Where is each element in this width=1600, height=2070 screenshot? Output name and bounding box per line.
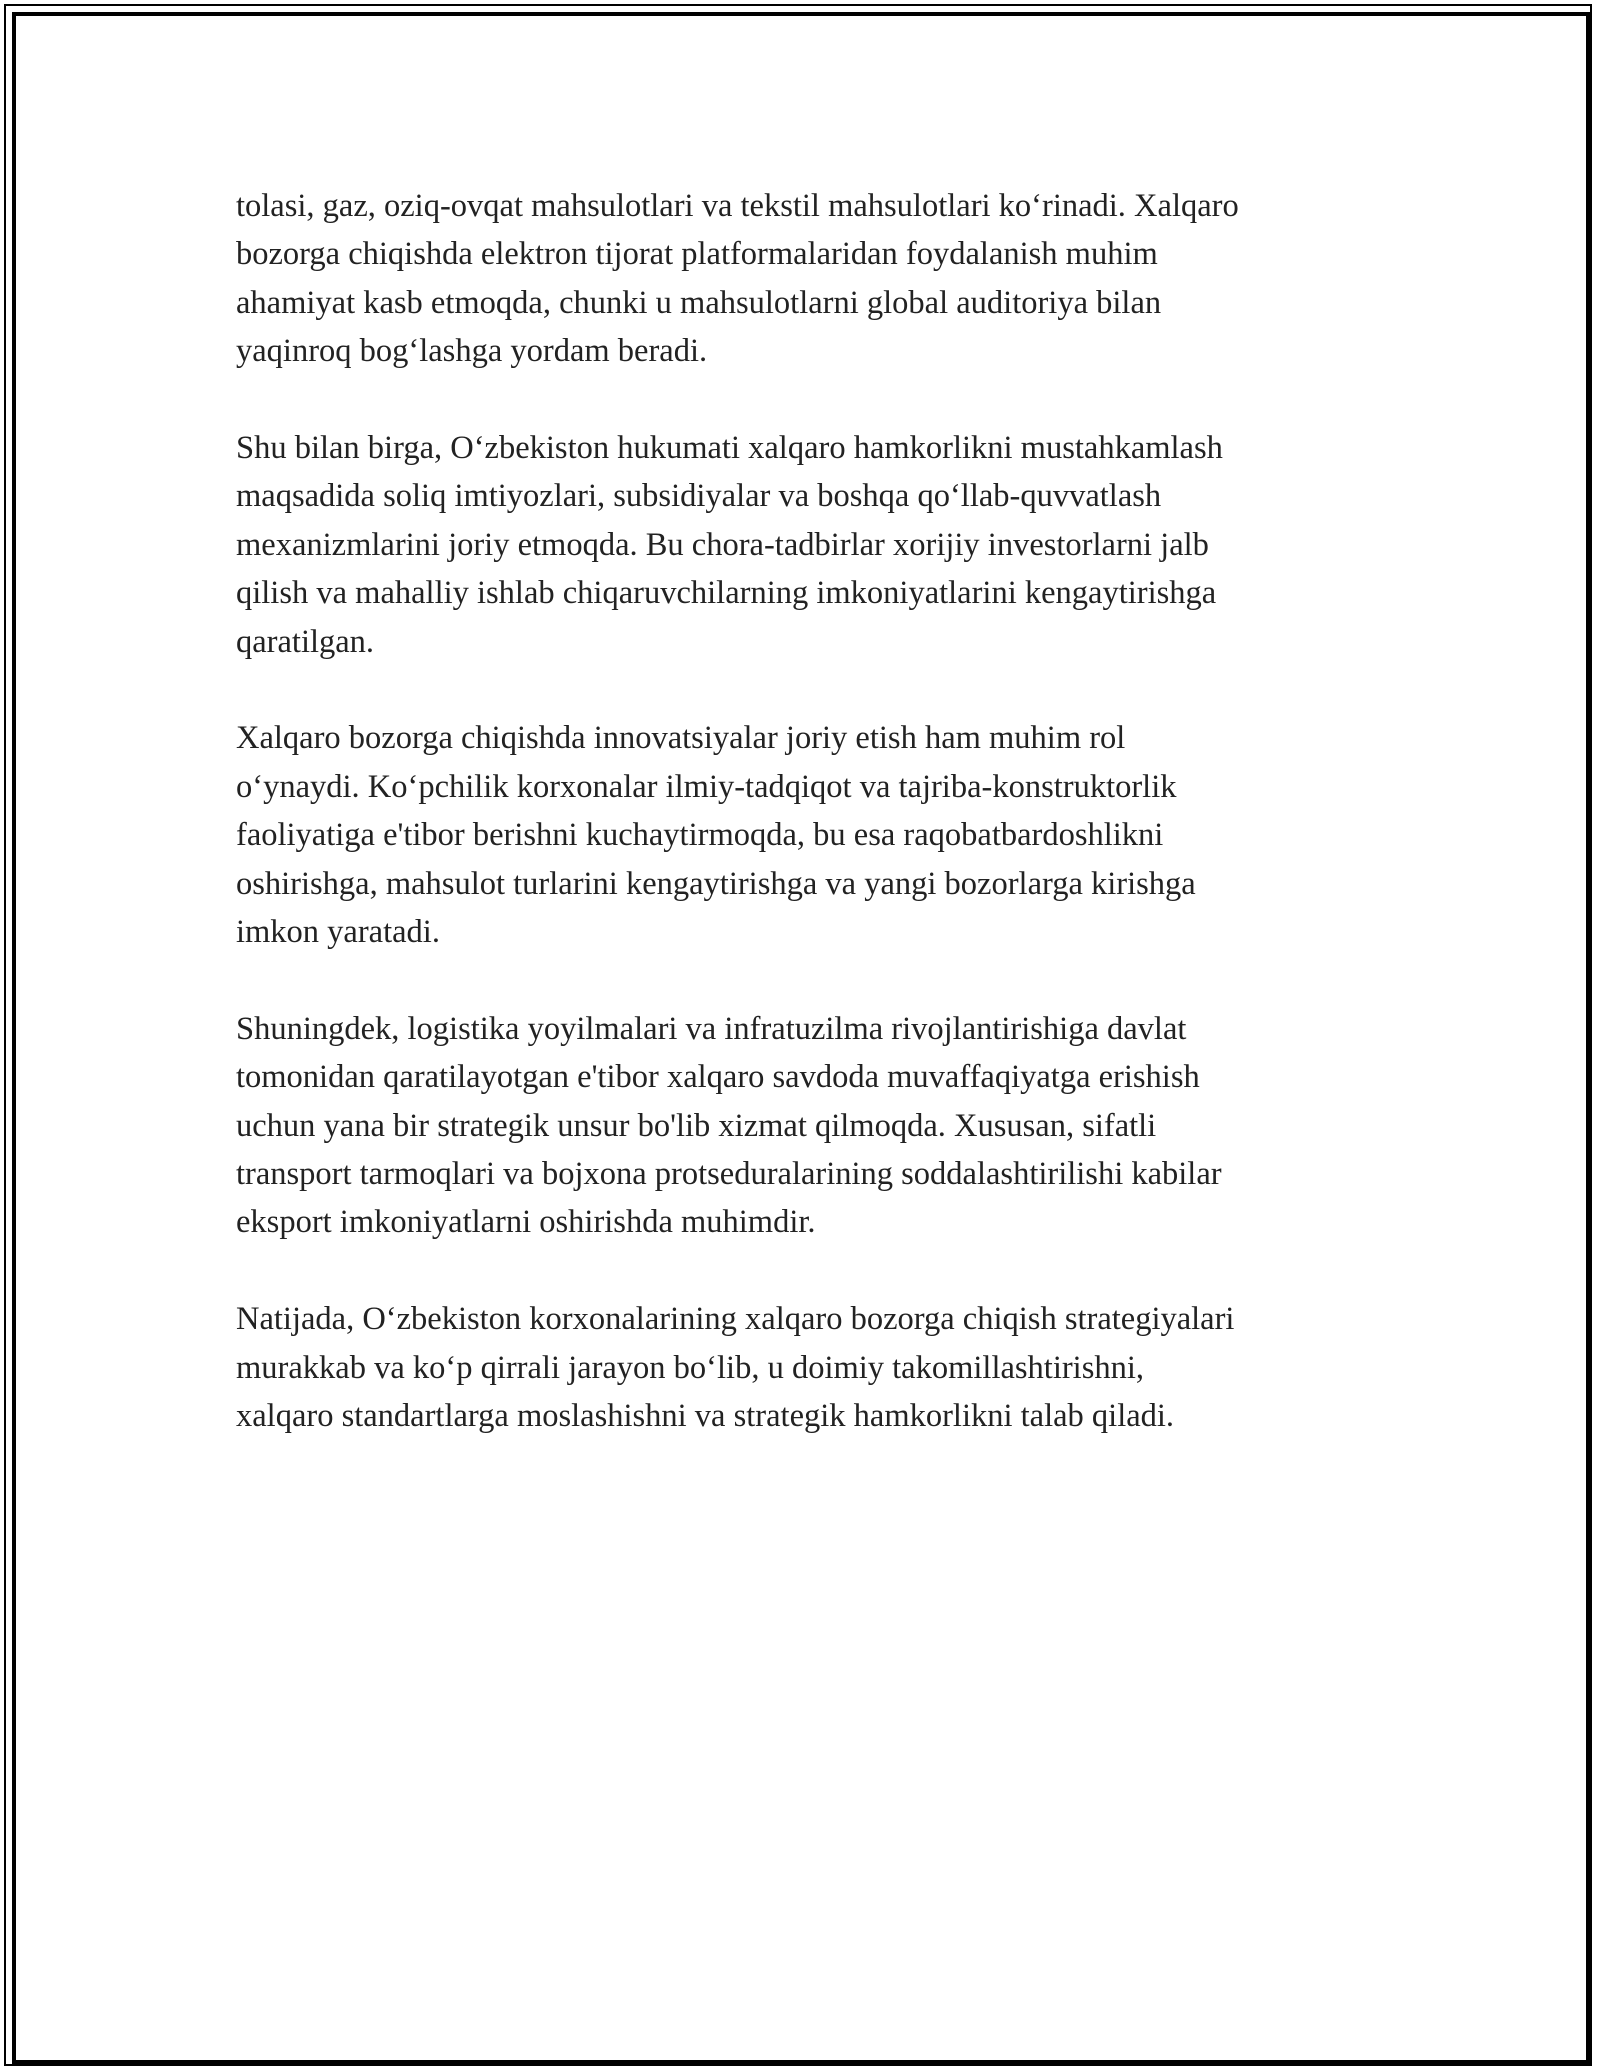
paragraph-4: Shuningdek, logistika yoyilmalari va infratuzilma rivojlantirishiga davlat tomonidan qaratilayotgan e'tibor xalqaro savdoda muvaffaqiyatga erishish uchun yana bir strategik unsur bo'lib xizmat qilmoqda. Xususan, sifatli transport tarmoqlari va bojxona protseduralarining soddalashtirilishi kabilar eksport imkoniyatlarni oshirishda muhimdir. [236,1010,1222,1241]
paragraph-1: tolasi, gaz, oziq-ovqat mahsulotlari va tekstil mahsulotlari ko‘rinadi. Xalqaro bozorga chiqishda elektron tijorat platformalaridan foydalanish muhim ahamiyat kasb etmoqda, chunki u mahsulotlarni global auditoriya bilan yaqinroq bog‘lashga yordam beradi. [236,188,1239,370]
paragraph-2: Shu bilan birga, O‘zbekiston hukumati xalqaro hamkorlikni mustahkamlash maqsadida soliq imtiyozlari, subsidiyalar va boshqa qo‘llab-quvvatlash mexanizmlarini joriy etmoqda. Bu chora-tadbirlar xorijiy investorlarni jalb qilish va mahalliy ishlab chiqaruvchilarning imkoniyatlarini kengaytirishga qaratilgan. [236,430,1223,660]
paragraph-3: Xalqaro bozorga chiqishda innovatsiyalar joriy etish ham muhim rol o‘ynaydi. Ko‘pchilik korxonalar ilmiy-tadqiqot va tajriba-konstruktorlik faoliyatiga e'tibor berishni kuchaytirmoqda, bu esa raqobatbardoshlikni oshirishga, mahsulot turlarini kengaytirishga va yangi bozorlarga kirishga imkon yaratadi. [236,720,1196,951]
paragraph-5: Natijada, O‘zbekiston korxonalarining xalqaro bozorga chiqish strategiyalari murakkab va ko‘p qirrali jarayon bo‘lib, u doimiy takomillashtirishni, xalqaro standartlarga moslashishni va strategik hamkorlikni talab qiladi. [236,1301,1235,1435]
document-body [236,182,1386,1489]
